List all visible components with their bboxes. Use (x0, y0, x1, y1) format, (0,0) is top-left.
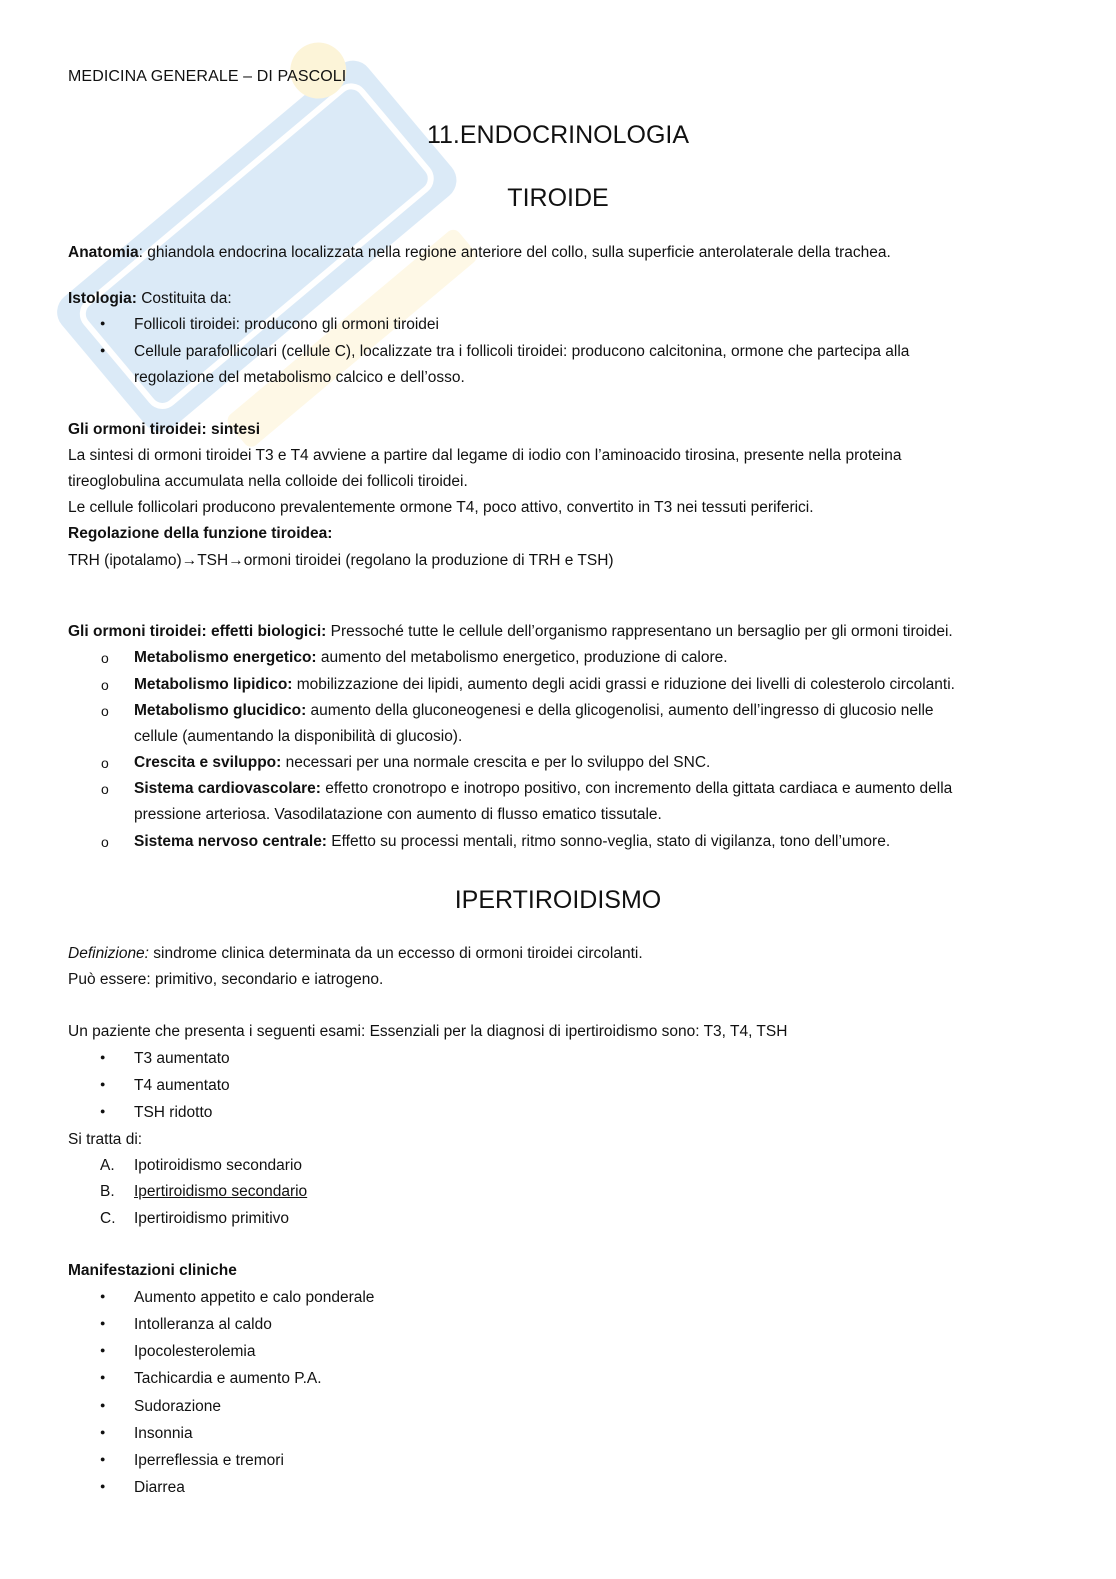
list-item-continuation: regolazione del metabolismo calcico e dell’osso. (134, 369, 465, 386)
effetti-intro: Pressoché tutte le cellule dell’organismo rappresentano un bersaglio per gli ormoni tiroidei. (326, 623, 953, 640)
definizione-paragraph: Definizione: sindrome clinica determinata da un eccesso di ormoni tiroidei circolanti. (68, 945, 643, 962)
list-item-continuation: pressione arteriosa. Vasodilatazione con aumento di flusso ematico tissutale. (134, 806, 662, 823)
bullet-icon (100, 1424, 105, 1445)
circle-bullet-icon: o (101, 834, 109, 850)
istologia-text: Costituita da: (136, 290, 232, 307)
list-item: Aumento appetito e calo ponderale (134, 1289, 375, 1306)
option-letter: A. (100, 1157, 115, 1174)
list-item: TSH ridotto (134, 1104, 213, 1121)
circle-bullet-icon: o (101, 755, 109, 771)
bullet-icon (100, 1478, 105, 1499)
istologia-paragraph (68, 289, 232, 309)
anatomia-label: Anatomia (68, 244, 139, 261)
list-item: Insonnia (134, 1425, 193, 1442)
bullet-icon (100, 1397, 105, 1418)
definizione-label: Definizione: (68, 945, 149, 962)
option-letter: B. (100, 1183, 115, 1200)
bullet-icon (100, 1342, 105, 1363)
istologia-label: Istologia: (68, 290, 137, 307)
option-item: Ipertiroidismo primitivo (134, 1210, 290, 1227)
list-item: Metabolismo lipidico: mobilizzazione dei lipidi, aumento degli acidi grassi e riduzione dei livelli di colesterolo circolanti. (134, 676, 955, 693)
manifestazioni-heading: Manifestazioni cliniche (68, 1262, 237, 1279)
sintesi-heading: Gli ormoni tiroidei: sintesi (68, 421, 261, 438)
list-item: Crescita e sviluppo: necessari per una normale crescita e per lo sviluppo del SNC. (134, 754, 711, 771)
question-line: Un paziente che presenta i seguenti esami: Essenziali per la diagnosi di ipertiroidismo sono: T3, T4, TSH (68, 1023, 788, 1040)
list-item: Iperreflessia e tremori (134, 1452, 284, 1469)
effetti-paragraph (68, 622, 953, 642)
bullet-icon (100, 1315, 105, 1336)
bullet-icon (100, 342, 105, 363)
document-header: MEDICINA GENERALE – DI PASCOLI (68, 68, 347, 85)
si-tratta-line: Si tratta di: (68, 1131, 143, 1148)
sintesi-line: Le cellule follicolari producono prevalentemente ormone T4, poco attivo, convertito in T3 nei tessuti periferici. (68, 499, 814, 516)
list-item: Tachicardia e aumento P.A. (134, 1370, 322, 1387)
list-item: Sistema nervoso centrale: Effetto su processi mentali, ritmo sonno-veglia, stato di vigilanza, tono dell’umore. (134, 833, 891, 850)
list-item: Metabolismo energetico: aumento del metabolismo energetico, produzione di calore. (134, 649, 728, 666)
bullet-icon (100, 1451, 105, 1472)
bullet-icon (100, 1369, 105, 1390)
list-item: Metabolismo glucidico: aumento della gluconeogenesi e della glicogenolisi, aumento dell’ingresso di glucosio nelle (134, 702, 934, 719)
list-item: Follicoli tiroidei: producono gli ormoni tiroidei (134, 316, 439, 333)
circle-bullet-icon: o (101, 781, 109, 797)
effetti-heading: Gli ormoni tiroidei: effetti biologici: (68, 623, 327, 640)
list-item: Cellule parafollicolari (cellule C), localizzate tra i follicoli tiroidei: producono calcitonina, ormone che partecipa alla (134, 343, 910, 360)
list-item: T4 aumentato (134, 1077, 230, 1094)
bullet-icon (100, 1103, 105, 1124)
anatomia-paragraph (68, 243, 891, 263)
list-item: Sudorazione (134, 1398, 222, 1415)
bullet-icon (100, 1049, 105, 1070)
option-item-answer: Ipertiroidismo secondario (134, 1183, 308, 1200)
types-line: Può essere: primitivo, secondario e iatrogeno. (68, 971, 384, 988)
list-item: T3 aumentato (134, 1050, 230, 1067)
list-item: Sistema cardiovascolare: effetto cronotropo e inotropo positivo, con incremento della gittata cardiaca e aumento della (134, 780, 953, 797)
section-title-tiroide: TIROIDE (507, 184, 609, 212)
sintesi-line: tireoglobulina accumulata nella colloide dei follicoli tiroidei. (68, 473, 468, 490)
option-letter: C. (100, 1210, 116, 1227)
list-item-continuation: cellule (aumentando la disponibilità di glucosio). (134, 728, 463, 745)
bullet-icon (100, 1076, 105, 1097)
list-item: Ipocolesterolemia (134, 1343, 256, 1360)
list-item: Intolleranza al caldo (134, 1316, 272, 1333)
list-item: Diarrea (134, 1479, 185, 1496)
bullet-icon (100, 315, 105, 336)
circle-bullet-icon: o (101, 703, 109, 719)
chapter-title: 11.ENDOCRINOLOGIA (426, 121, 690, 149)
regolazione-line: TRH (ipotalamo)→TSH→ormoni tiroidei (regolano la produzione di TRH e TSH) (68, 552, 614, 569)
regolazione-heading: Regolazione della funzione tiroidea: (68, 525, 333, 542)
section-title-ipertiroidismo: IPERTIROIDISMO (454, 886, 662, 914)
bullet-icon (100, 1288, 105, 1309)
anatomia-text: : ghiandola endocrina localizzata nella regione anteriore del collo, sulla superficie anterolaterale della trachea. (138, 244, 891, 261)
option-item: Ipotiroidismo secondario (134, 1157, 303, 1174)
circle-bullet-icon: o (101, 650, 109, 666)
circle-bullet-icon: o (101, 677, 109, 693)
sintesi-line: La sintesi di ormoni tiroidei T3 e T4 avviene a partire dal legame di iodio con l’aminoacido tirosina, presente nella proteina (68, 447, 902, 464)
